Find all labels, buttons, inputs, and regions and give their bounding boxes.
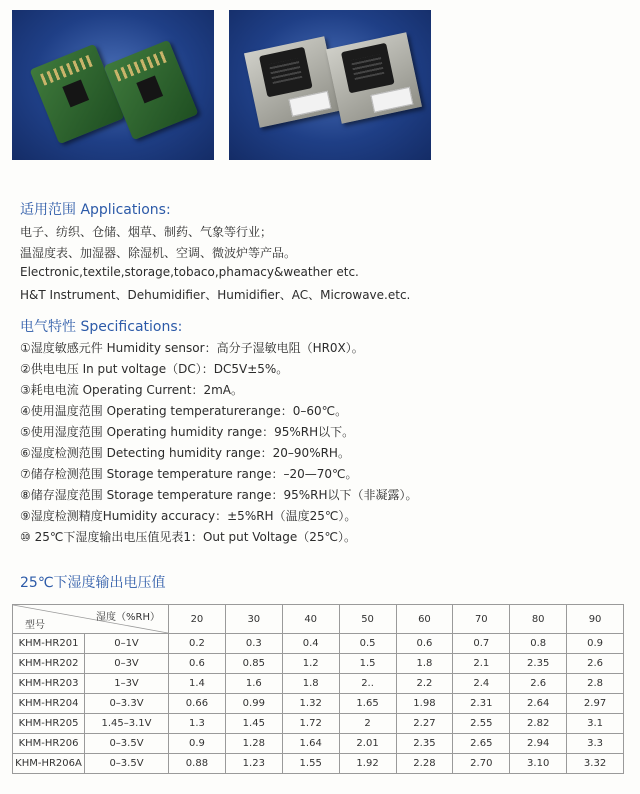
voltage-cell: 0.3 [225, 634, 282, 654]
voltage-cell: 1.45 [225, 714, 282, 734]
pcb-module-photo [12, 10, 214, 160]
voltage-table [12, 604, 624, 774]
voltage-cell: 2.. [339, 674, 396, 694]
range-cell: 1.45–3.1V [85, 714, 169, 734]
applications-line: 电子、纺织、仓储、烟草、制药、气象等行业； [20, 225, 273, 239]
spec-item: ⑧储存湿度范围 Storage temperature range：95%RH以下（非凝露）。 [20, 488, 418, 502]
table-row [13, 634, 624, 654]
voltage-cell: 0.6 [396, 634, 453, 654]
voltage-cell: 2.35 [396, 734, 453, 754]
voltage-cell: 3.1 [567, 714, 624, 734]
voltage-cell: 2.65 [453, 734, 510, 754]
humidity-col-header: 50 [339, 605, 396, 634]
pcb-board-1 [30, 44, 125, 144]
range-cell: 0–3.3V [85, 694, 169, 714]
humidity-col-header: 70 [453, 605, 510, 634]
model-cell: KHM-HR206A [13, 754, 85, 774]
voltage-cell: 0.85 [225, 654, 282, 674]
table-body [13, 634, 624, 774]
humidity-col-header: 90 [567, 605, 624, 634]
table-corner-header [13, 605, 169, 634]
specifications-heading: 电气特性 Specifications: [20, 319, 183, 335]
humidity-col-header: 20 [169, 605, 226, 634]
table-row [13, 694, 624, 714]
voltage-cell: 2.2 [396, 674, 453, 694]
spec-item: ⑤使用湿度范围 Operating humidity range：95%RH以下。 [20, 425, 355, 439]
table-header-row [13, 605, 624, 634]
voltage-cell: 1.64 [282, 734, 339, 754]
spec-item: ⑥湿度检测范围 Detecting humidity range：20–90%RH。 [20, 446, 350, 460]
voltage-cell: 1.28 [225, 734, 282, 754]
voltage-cell: 1.4 [169, 674, 226, 694]
voltage-cell: 2.8 [567, 674, 624, 694]
voltage-cell: 2.28 [396, 754, 453, 774]
voltage-cell: 0.66 [169, 694, 226, 714]
voltage-cell: 1.32 [282, 694, 339, 714]
humidity-header: 湿度（%RH） [96, 612, 160, 623]
voltage-cell: 1.5 [339, 654, 396, 674]
voltage-cell: 2.82 [510, 714, 567, 734]
applications-line: Electronic,textile,storage,tobaco,phamacy&weather etc. [20, 265, 359, 279]
voltage-cell: 2.35 [510, 654, 567, 674]
voltage-cell: 2.64 [510, 694, 567, 714]
voltage-cell: 1.8 [282, 674, 339, 694]
range-cell: 0–3.5V [85, 754, 169, 774]
voltage-cell: 1.23 [225, 754, 282, 774]
voltage-cell: 2 [339, 714, 396, 734]
voltage-cell: 1.2 [282, 654, 339, 674]
voltage-cell: 1.65 [339, 694, 396, 714]
spec-item: ⑨湿度检测精度Humidity accuracy：±5%RH（温度25℃）。 [20, 509, 357, 523]
spec-item: ⑦储存检测范围 Storage temperature range：–20—70℃。 [20, 467, 358, 481]
table-row [13, 754, 624, 774]
voltage-cell: 0.8 [510, 634, 567, 654]
voltage-cell: 2.6 [567, 654, 624, 674]
model-cell: KHM-HR201 [13, 634, 85, 654]
voltage-cell: 1.8 [396, 654, 453, 674]
voltage-cell: 2.97 [567, 694, 624, 714]
voltage-cell: 0.6 [169, 654, 226, 674]
voltage-cell: 2.27 [396, 714, 453, 734]
voltage-cell: 3.32 [567, 754, 624, 774]
range-cell: 0–3.5V [85, 734, 169, 754]
voltage-cell: 1.92 [339, 754, 396, 774]
voltage-cell: 0.9 [169, 734, 226, 754]
voltage-cell: 2.6 [510, 674, 567, 694]
voltage-cell: 0.9 [567, 634, 624, 654]
voltage-cell: 1.72 [282, 714, 339, 734]
voltage-cell: 1.3 [169, 714, 226, 734]
voltage-cell: 2.1 [453, 654, 510, 674]
humidity-col-header: 60 [396, 605, 453, 634]
model-header: 型号 [25, 620, 45, 631]
sensor-board-2 [326, 32, 422, 123]
voltage-cell: 2.31 [453, 694, 510, 714]
voltage-cell: 1.98 [396, 694, 453, 714]
voltage-cell: 2.55 [453, 714, 510, 734]
table-row [13, 654, 624, 674]
range-cell: 0–1V [85, 634, 169, 654]
voltage-cell: 2.01 [339, 734, 396, 754]
humidity-col-header: 40 [282, 605, 339, 634]
voltage-cell: 3.10 [510, 754, 567, 774]
voltage-cell: 1.55 [282, 754, 339, 774]
spec-item: ②供电电压 In put voltage（DC）：DC5V±5%。 [20, 362, 289, 376]
table-row [13, 714, 624, 734]
voltage-cell: 2.94 [510, 734, 567, 754]
applications-line: 温湿度表、加湿器、除湿机、空调、微波炉等产品。 [20, 246, 297, 260]
range-cell: 0–3V [85, 654, 169, 674]
model-cell: KHM-HR204 [13, 694, 85, 714]
spec-item: ⑩ 25℃下湿度输出电压值见表1：Out put Voltage（25℃）。 [20, 530, 357, 544]
spec-item: ④使用温度范围 Operating temperaturerange：0–60℃。 [20, 404, 348, 418]
applications-heading: 适用范围 Applications: [20, 202, 171, 218]
voltage-cell: 1.6 [225, 674, 282, 694]
humidity-col-header: 80 [510, 605, 567, 634]
humidity-col-header: 30 [225, 605, 282, 634]
voltage-cell: 0.2 [169, 634, 226, 654]
voltage-cell: 2.70 [453, 754, 510, 774]
sensor-module-photo [229, 10, 431, 160]
voltage-cell: 0.99 [225, 694, 282, 714]
spec-item: ③耗电电流 Operating Current：2mA。 [20, 383, 243, 397]
spec-item: ①湿度敏感元件 Humidity sensor：高分子湿敏电阻（HR0X）。 [20, 341, 364, 355]
voltage-cell: 0.88 [169, 754, 226, 774]
table-row [13, 734, 624, 754]
model-cell: KHM-HR202 [13, 654, 85, 674]
voltage-cell: 0.4 [282, 634, 339, 654]
voltage-cell: 3.3 [567, 734, 624, 754]
voltage-cell: 0.5 [339, 634, 396, 654]
range-cell: 1–3V [85, 674, 169, 694]
applications-line: H&T Instrument、Dehumidifier、Humidifier、AC、Microwave.etc. [20, 288, 411, 302]
voltage-cell: 0.7 [453, 634, 510, 654]
table-row [13, 674, 624, 694]
voltage-cell: 2.4 [453, 674, 510, 694]
model-cell: KHM-HR206 [13, 734, 85, 754]
pcb-board-2 [104, 40, 199, 140]
voltage-table-title: 25℃下湿度输出电压值 [20, 575, 166, 591]
model-cell: KHM-HR205 [13, 714, 85, 734]
model-cell: KHM-HR203 [13, 674, 85, 694]
